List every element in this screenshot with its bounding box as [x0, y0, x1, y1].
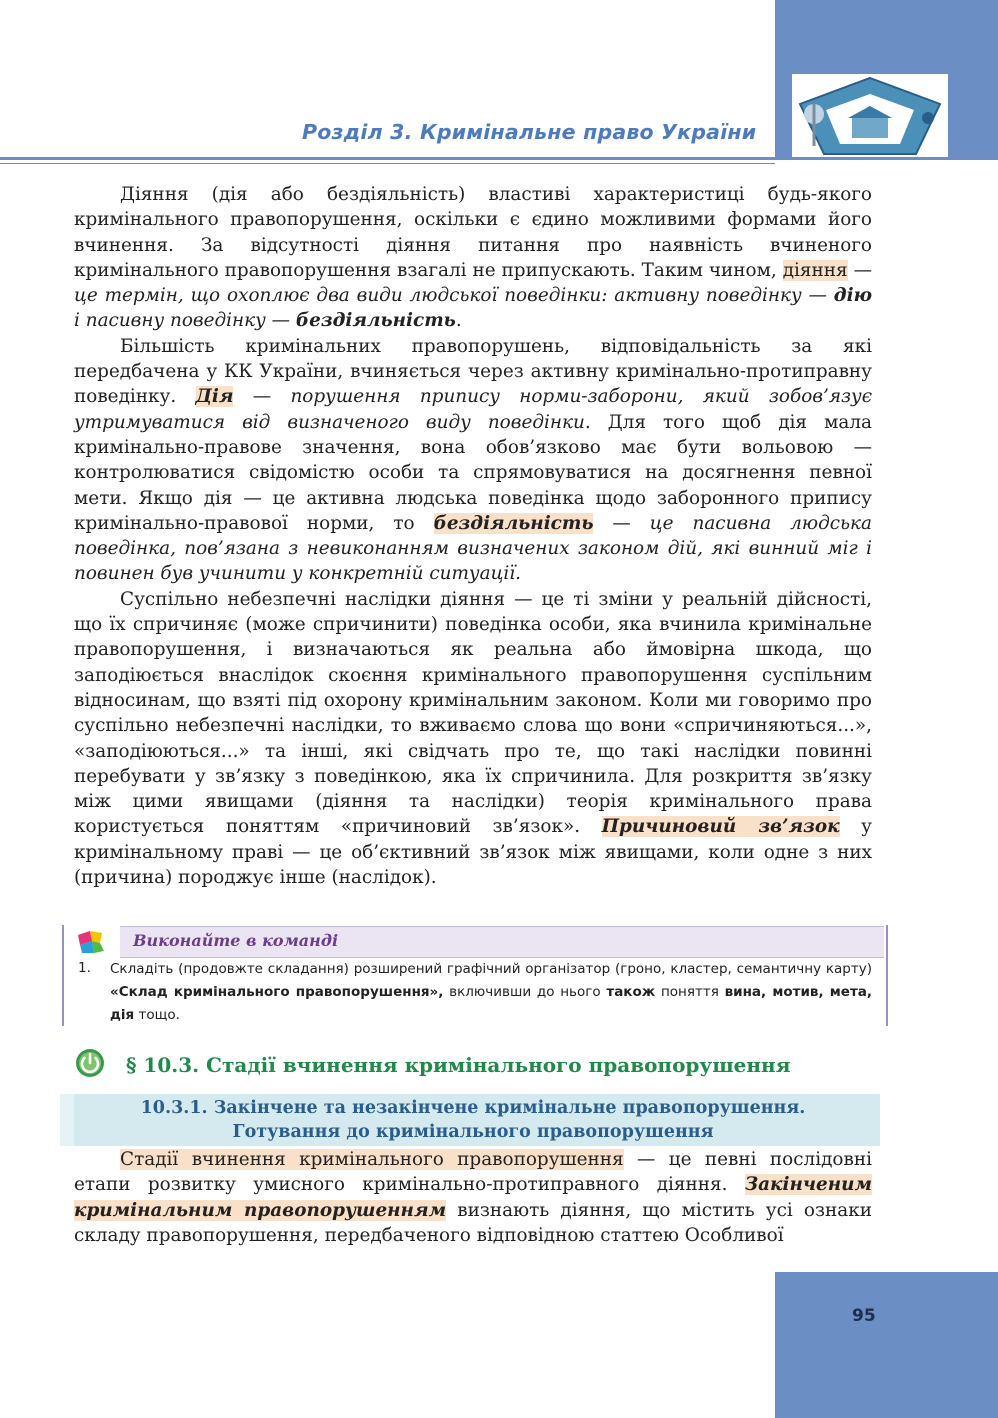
header-rule-thin: [0, 163, 775, 164]
term-bezdiialnist-2: бездіяльність: [433, 512, 594, 534]
task-text: Складіть (продовжте складання) розширений графічний організатор (гроно, кластер, семантичну карту) «Склад кримінального правопорушення», включивши до нього також поняття вина, мотив, мета, дія тощо.: [110, 961, 873, 1023]
subsection-title: 10.3.1. Закінчене та незакінчене кримінальне правопорушення. Готування до кримінального правопорушення: [140, 1098, 806, 1142]
body-text: [74, 182, 872, 890]
section-title: § 10.3. Стадії вчинення кримінального правопорушення: [126, 1053, 791, 1077]
paragraph-actions: Діяння (дія або бездіяльність) властиві характеристиці будь-якого кримінального правопорушення, оскільки є єдино можливими формами його вчинення. За відсутності діяння питання про наявність вчиненого кримінального правопорушення взагалі не припускають. Таким чином, діяння — це термін, що охоплює два види людської поведінки: активну поведінку — дію і пасивну поведінку — бездіяльність.: [74, 184, 872, 332]
term-diiannia: діяння: [782, 259, 848, 281]
term-diiu: дію: [833, 285, 872, 307]
term-diia: Дія: [195, 386, 234, 408]
paragraph-consequences: Суспільно небезпечні наслідки діяння — це ті зміни у реальній дійсності, що їх спричиняє (може спричинити) поведінка особи, яка вчинила кримінальне правопорушення, і визначаються як реальна або ймовірна шкода, що заподіюється внаслідок скоєння кримінального правопорушення суспільним відносинам, що взяті під охорону кримінальним законом. Коли ми говоримо про суспільно небезпечні наслідки, то вживаємо слова що вони «спричиняються...», «заподіюються...» та інші, які свідчать про те, що такі наслідки повинні перебувати у зв’язку з поведінкою, яка їх спричинила. Для розкриття зв’язку між цими явищами (діяння та наслідки) теорія кримінального права користується поняттям «причиновий зв’язок». Причиновий зв’язок у кримінальному праві — це об’єктивний зв’язок між явищами, коли одне з них (причина) породжує інше (наслідок).: [74, 588, 872, 889]
body-text-2: [74, 1147, 872, 1248]
paragraph-stages: Стадії вчинення кримінального правопорушення — це певні послідовні етапи розвитку умисного кримінально-протиправного діяння. Закінченим кримінальним правопорушенням визнають діяння, що містить усі ознаки складу правопорушення, передбаченого відповідною статтею Особливої: [74, 1149, 872, 1246]
term-stages: Стадії вчинення кримінального правопорушення: [120, 1149, 624, 1170]
task-number: 1.: [78, 960, 91, 976]
header-rule: [0, 157, 998, 160]
chapter-title: Розділ 3. Кримінальне право України: [302, 120, 757, 144]
team-task-title: Виконайте в команді: [133, 931, 339, 950]
criminal-law-emblem-icon: [792, 74, 948, 158]
power-button-icon: [74, 1047, 106, 1079]
page-number: 95: [852, 1306, 876, 1326]
paragraph-action-definition: Більшість кримінальних правопорушень, відповідальність за які передбачена у КК України, вчиняється через активну кримінально-протиправну поведінку. Дія — порушення припису норми-заборони, який зобов’язує утримуватися від визначеного виду поведінки. Для того щоб дія мала кримінально-правове значення, вона обов’язково має бути вольовою — контролюватися свідомістю особи та спрямовуватися на досягнення певної мети. Якщо дія — це активна людська поведінка щодо заборонного припису кримінально-правової норми, то бездіяльність — це пасивна людська поведінка, пов’язана з невиконанням визначених законом дій, які винний міг і повинен був учинити у конкретній ситуації.: [74, 335, 873, 585]
footer-accent-block: [775, 1272, 998, 1418]
term-causal-link: Причиновий зв’язок: [601, 816, 840, 838]
puzzle-pieces-icon: [74, 927, 108, 955]
term-bezdiialnist: бездіяльність: [295, 310, 456, 332]
term-completed-offense: Закінченим кримінальним правопорушенням: [74, 1174, 872, 1221]
